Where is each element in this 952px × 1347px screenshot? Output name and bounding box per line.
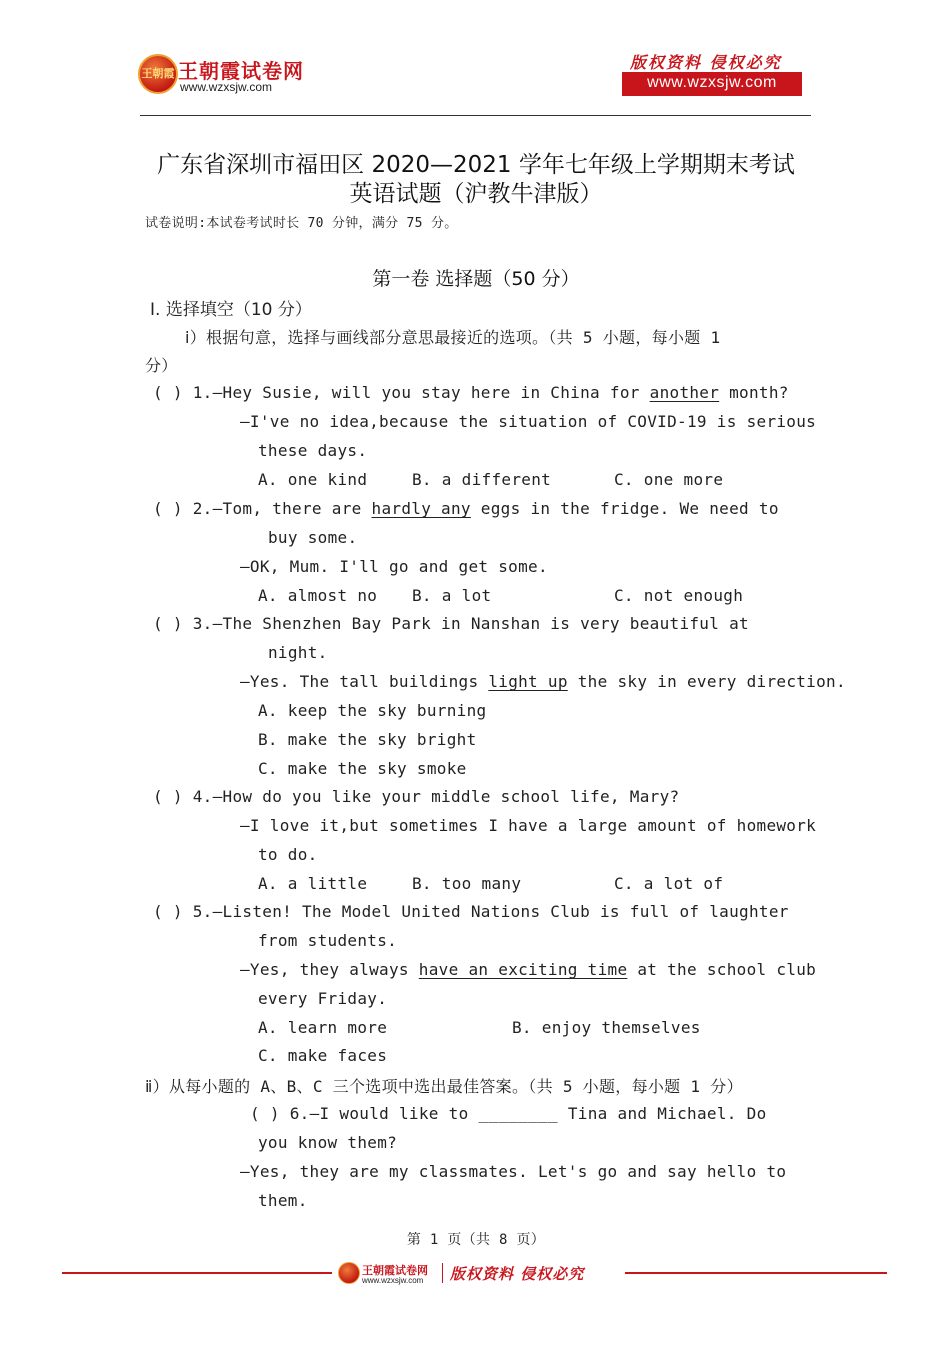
question-4-reply: —I love it,but sometimes I have a large amount of homework (240, 816, 817, 835)
logo-url: www.wzxsjw.com (180, 80, 273, 94)
page-number: 第 1 页（共 8 页） (406, 1232, 546, 1248)
option-a: A. almost no (258, 586, 378, 605)
question-3-line: ( ) 3.—The Shenzhen Bay Park in Nanshan is very beautiful at (153, 614, 749, 633)
question-6-line: ( ) 6.—I would like to ________ Tina and Michael. Do (250, 1104, 767, 1123)
question-1-reply-cont: these days. (258, 441, 368, 460)
option-a: A. one kind (258, 470, 368, 489)
footer-logo-name: 王朝霞试卷网 (362, 1264, 428, 1277)
part1-title: Ⅰ. 选择填空（10 分） (150, 300, 312, 320)
question-3-line-cont: night. (268, 643, 328, 662)
question-5-line: ( ) 5.—Listen! The Model United Nations Club is full of laughter (153, 902, 789, 921)
sub1-instruction-cont: 分） (145, 356, 178, 375)
footer-line-right (625, 1272, 887, 1274)
underlined-phrase: another (649, 383, 720, 402)
option-b: B. too many (412, 874, 522, 893)
question-2-line-cont: buy some. (268, 528, 358, 547)
sub2-instruction: ⅱ）从每小题的 A、B、C 三个选项中选出最佳答案。（共 5 小题，每小题 1 分） (145, 1077, 743, 1096)
footer-copyright: 版权资料 侵权必究 (450, 1265, 585, 1283)
footer-separator (442, 1263, 443, 1283)
sub1-instruction: ⅰ）根据句意，选择与画线部分意思最接近的选项。（共 5 小题，每小题 1 (185, 328, 721, 347)
header-divider (140, 115, 811, 116)
underlined-phrase: have an exciting time (418, 960, 628, 979)
question-2-line: ( ) 2.—Tom, there are hardly any eggs in the fridge. We need to (153, 499, 779, 518)
option-b: B. make the sky bright (258, 730, 477, 749)
option-c: C. one more (614, 470, 724, 489)
question-6-reply-cont: them. (258, 1191, 308, 1210)
question-2-reply: —OK, Mum. I'll go and get some. (240, 557, 548, 576)
option-b: B. a different (412, 470, 552, 489)
volume-title: 第一卷 选择题（50 分） (372, 268, 580, 290)
copyright-notice: 版权资料 侵权必究 (630, 53, 782, 72)
logo-name: 王朝霞试卷网 (178, 59, 304, 83)
option-b: B. enjoy themselves (512, 1018, 701, 1037)
option-a: A. learn more (258, 1018, 388, 1037)
option-c: C. a lot of (614, 874, 724, 893)
exam-note: 试卷说明:本试卷考试时长 70 分钟，满分 75 分。 (145, 216, 458, 231)
option-a: A. a little (258, 874, 368, 893)
question-1-line: ( ) 1.—Hey Susie, will you stay here in China for another month? (153, 383, 789, 402)
exam-title-line1: 广东省深圳市福田区 2020—2021 学年七年级上学期期末考试 (157, 152, 795, 178)
site-url-banner: www.wzxsjw.com (622, 72, 802, 96)
underlined-phrase: hardly any (371, 499, 471, 518)
option-c: C. make the sky smoke (258, 759, 467, 778)
footer-line-left (62, 1272, 332, 1274)
option-a: A. keep the sky burning (258, 701, 487, 720)
footer-logo-icon (338, 1262, 360, 1284)
underlined-phrase: light up (488, 672, 568, 691)
question-4-line: ( ) 4.—How do you like your middle school life, Mary? (153, 787, 680, 806)
footer-logo-url: www.wzxsjw.com (362, 1276, 424, 1285)
option-c: C. not enough (614, 586, 744, 605)
question-4-reply-cont: to do. (258, 845, 318, 864)
question-3-reply: —Yes. The tall buildings light up the sky in every direction. (240, 672, 846, 691)
logo-emblem-icon: 王朝霞 (138, 54, 178, 94)
question-6-reply: —Yes, they are my classmates. Let's go and say hello to (240, 1162, 787, 1181)
question-6-line-cont: you know them? (258, 1133, 398, 1152)
exam-title-line2: 英语试题（沪教牛津版） (349, 181, 603, 207)
option-b: B. a lot (412, 586, 492, 605)
option-c: C. make faces (258, 1046, 388, 1065)
question-5-reply-cont: every Friday. (258, 989, 388, 1008)
question-1-reply: —I've no idea,because the situation of COVID-19 is serious (240, 412, 817, 431)
question-5-line-cont: from students. (258, 931, 398, 950)
question-5-reply: —Yes, they always have an exciting time at the school club (240, 960, 817, 979)
